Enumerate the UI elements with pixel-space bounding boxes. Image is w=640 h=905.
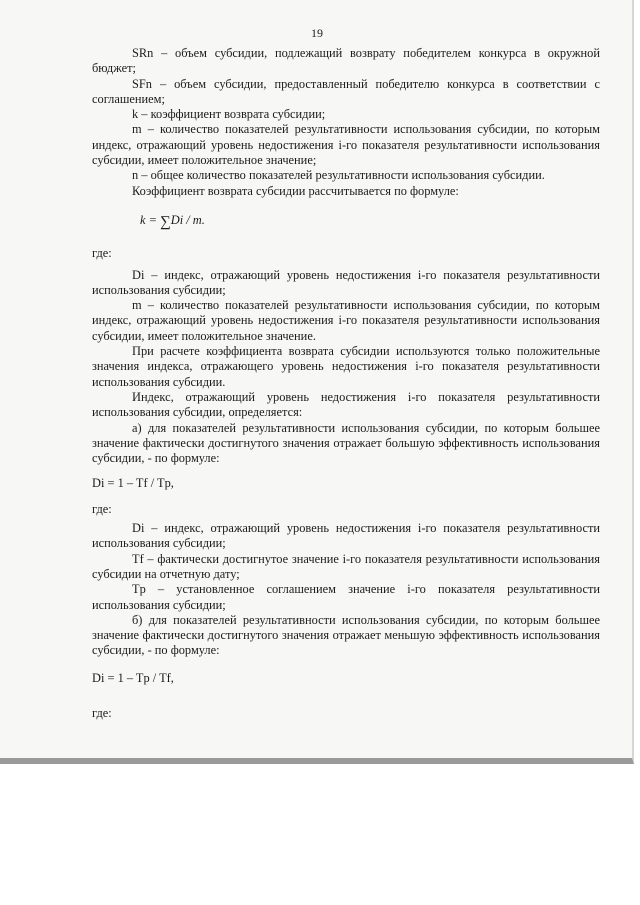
paragraph-k: k – коэффициент возврата субсидии; (132, 107, 326, 122)
paragraph-positive-values: При расчете коэффициента возврата субсидии используются только положительные значения индекса, отражающего уровень недостижения i-го показателя результативности использования субсидии. (92, 344, 600, 389)
where-label-1: где: (92, 246, 112, 261)
formula-di-a: Di = 1 – Tf / Tp, (92, 476, 174, 491)
paragraph-m-2: m – количество показателей результативности использования субсидии, по которым индекс, отражающий уровень недостижения i-го показателя результативности использования субсидии, имеет положительное значение. (92, 298, 600, 343)
paragraph-index-determined: Индекс, отражающий уровень недостижения i-го показателя результативности использования субсидии, определяется: (92, 389, 600, 420)
where-label-3: где: (92, 705, 112, 720)
page-number: 19 (311, 26, 323, 40)
page-content (92, 46, 600, 721)
paragraph-m: m – количество показателей результативности использования субсидии, по которым индекс, отражающий уровень недостижения i-го показателя результативности использования субсидии, имеет положительное значение; (92, 122, 600, 168)
sum-symbol: ∑ (160, 213, 171, 230)
paragraph-case-b: б) для показателей результативности использования субсидии, по которым большее значение фактически достигнутого значения отражает меньшую эффективность использования субсидии, - по формуле: (92, 612, 600, 658)
formula-k-lhs: k = (140, 212, 161, 227)
paragraph-case-a: а) для показателей результативности использования субсидии, по которым большее значение фактически достигнутого значения отражает большую эффективность использования субсидии, - по формуле: (92, 420, 600, 466)
formula-k (92, 199, 600, 246)
formula-di-b: Di = 1 – Tp / Tf, (92, 670, 174, 685)
paragraph-sfn: SFn – объем субсидии, предоставленный победителю конкурса в соответствии с соглашением; (92, 76, 600, 106)
where-label-2: где: (92, 501, 112, 516)
paragraph-tf: Tf – фактически достигнутое значение i-го показателя результативности использования субсидии на отчетную дату; (92, 551, 600, 581)
paragraph-n: n – общее количество показателей результативности использования субсидии. (132, 168, 545, 183)
paragraph-tp: Tp – установленное соглашением значение i-го показателя результативности использования субсидии; (92, 582, 600, 612)
paragraph-srn: SRn – объем субсидии, подлежащий возврату победителем конкурса в окружной бюджет; (92, 46, 600, 76)
paragraph-formula-intro: Коэффициент возврата субсидии рассчитывается по формуле: (132, 183, 459, 198)
paragraph-di: Di – индекс, отражающий уровень недостижения i-го показателя результативности использования субсидии; (92, 267, 600, 297)
formula-k-rhs: Di / m. (170, 212, 205, 227)
paragraph-di-2: Di – индекс, отражающий уровень недостижения i-го показателя результативности использования субсидии; (92, 521, 600, 551)
